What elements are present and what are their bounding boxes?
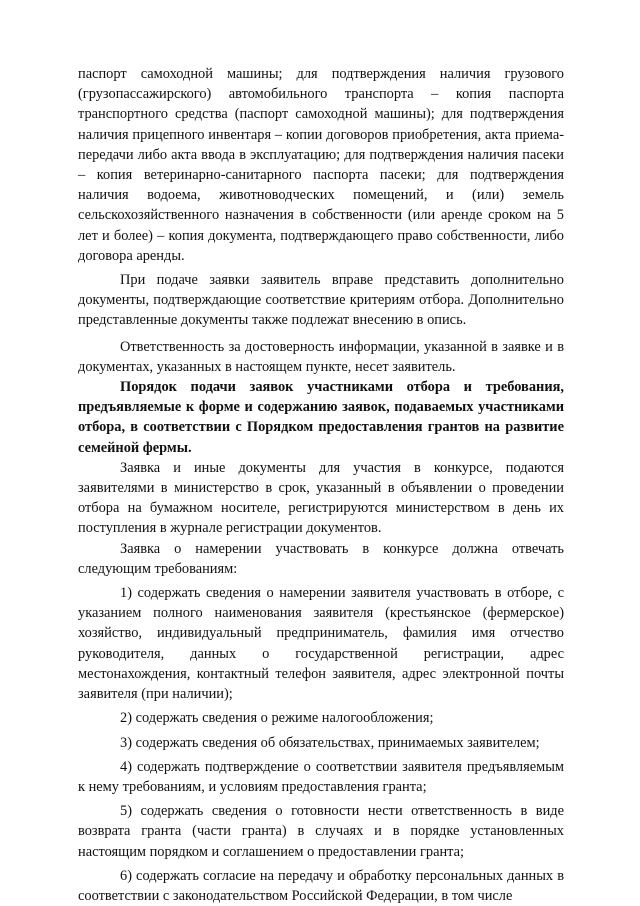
document-body	[78, 64, 564, 906]
section-heading-application-procedure: Порядок подачи заявок участниками отбора и требования, предъявляемые к форме и содержанию заявок, подаваемых участниками отбора, в соответствии с Порядком предоставления грантов на развитие семейной фермы.	[78, 379, 564, 456]
paragraph-requirements-intro: Заявка о намерении участвовать в конкурсе должна отвечать следующим требованиям:	[78, 540, 564, 577]
list-item-requirement-5: 5) содержать сведения о готовности нести ответственность в виде возврата гранта (части гранта) в случаях и в порядке установленных настоящим порядком и соглашением о предоставлении гранта;	[78, 803, 564, 860]
paragraph-submission-terms: Заявка и иные документы для участия в конкурсе, подаются заявителями в министерство в срок, указанный в объявлении о проведении отбора на бумажном носителе, регистрируются министерством в день их поступления в журнале регистрации документов.	[78, 459, 564, 537]
list-item-requirement-3: 3) содержать сведения об обязательствах, принимаемых заявителем;	[120, 734, 540, 751]
paragraph-additional-documents: При подаче заявки заявитель вправе представить дополнительно документы, подтверждающие соответствие критериям отбора. Дополнительно представленные документы также подлежат внесению в опись.	[78, 272, 564, 329]
list-item-requirement-6: 6) содержать согласие на передачу и обработку персональных данных в соответствии с законодательством Российской Федерации, в том числе	[78, 867, 564, 904]
paragraph-responsibility: Ответственность за достоверность информации, указанной в заявке и в документах, указанных в настоящем пункте, несет заявитель.	[78, 338, 564, 375]
list-item-requirement-2: 2) содержать сведения о режиме налогообложения;	[120, 710, 434, 727]
list-item-requirement-4: 4) содержать подтверждение о соответствии заявителя предъявляемым к нему требованиям, и условиям предоставления гранта;	[78, 758, 564, 795]
paragraph-supporting-documents-list: паспорт самоходной машины; для подтверждения наличия грузового (грузопассажирского) автомобильного транспорта – копия паспорта транспортного средства (паспорт самоходной машины); для подтверждения наличия прицепного инвентаря – копии договоров приобретения, акта приема-передачи либо акта ввода в эксплуатацию; для подтверждения наличия пасеки – копия ветеринарно-санитарного паспорта пасеки; для подтверждения наличия водоема, животноводческих помещений, и (или) земель сельскохозяйственного назначения в собственности (или аренде сроком на 5 лет и более) – копия документа, подтверждающего право собственности, либо договора аренды.	[78, 66, 564, 264]
list-item-requirement-1: 1) содержать сведения о намерении заявителя участвовать в отборе, с указанием полного наименования заявителя (крестьянское (фермерское) хозяйство, индивидуальный предприниматель, фамилия имя отчество руководителя, данных о государственной регистрации, адрес местонахождения, контактный телефон заявителя, адрес электронной почты заявителя (при наличии);	[78, 585, 564, 703]
